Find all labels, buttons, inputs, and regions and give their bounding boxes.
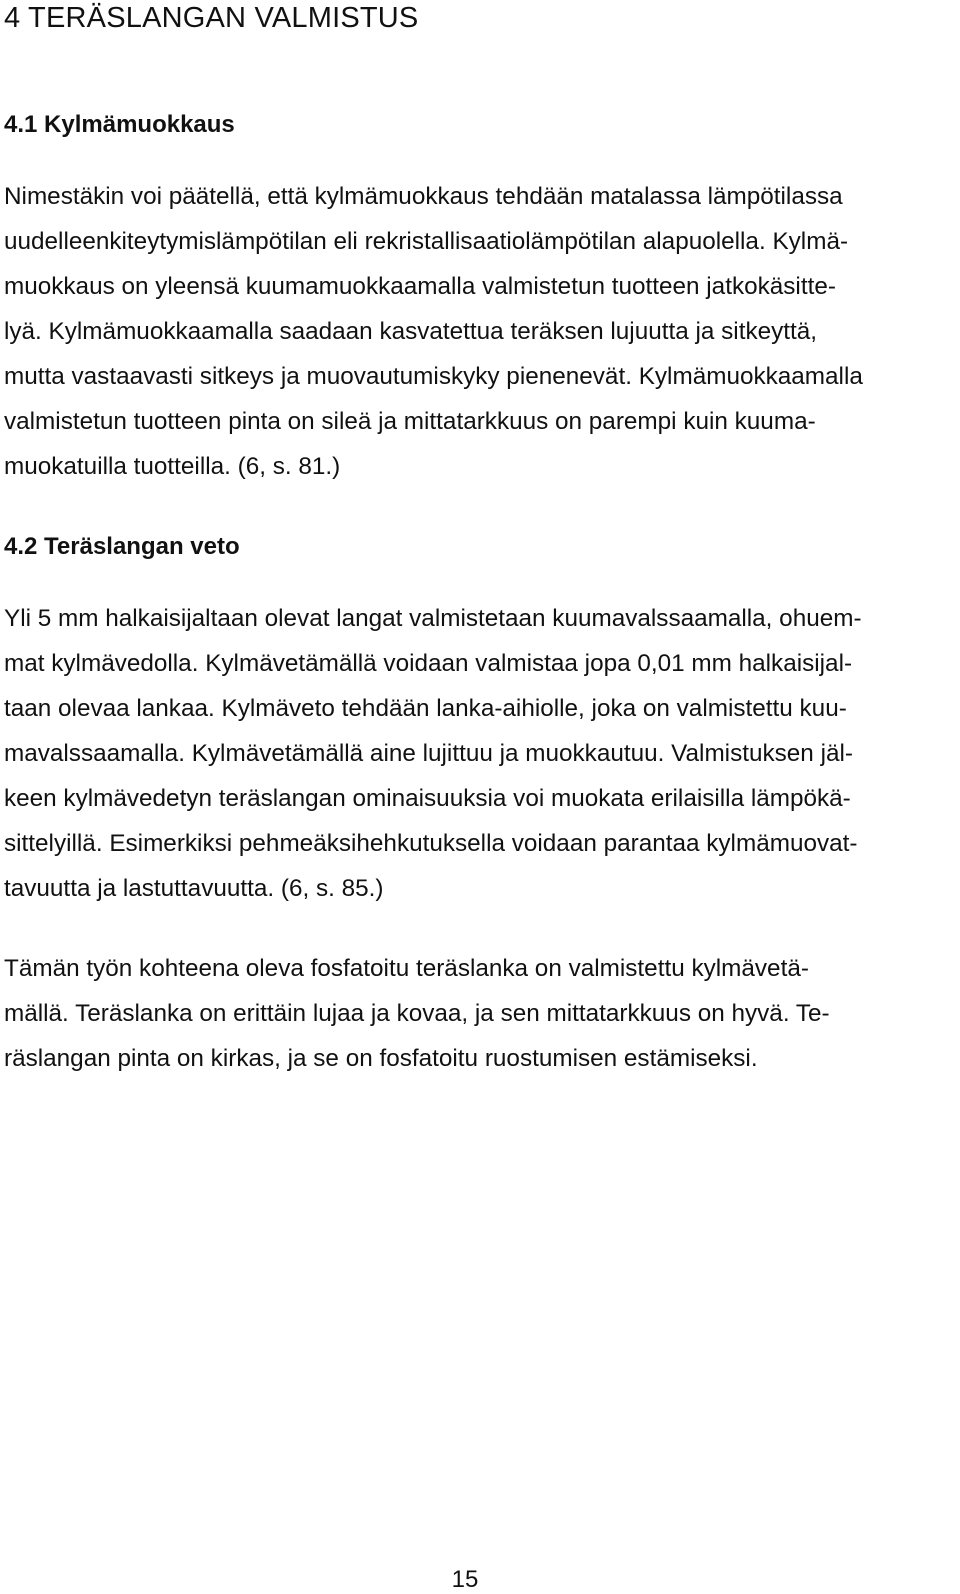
text-line: valmistetun tuotteen pinta on sileä ja mittatarkkuus on parempi kuin kuuma- (4, 408, 816, 435)
text-line: mavalssaamalla. Kylmävetämällä aine lujittuu ja muokkautuu. Valmistuksen jäl- (4, 740, 853, 767)
text-line: Yli 5 mm halkaisijaltaan olevat langat valmistetaan kuumavalssaamalla, ohuem- (4, 605, 862, 632)
text-line: muokatuilla tuotteilla. (6, s. 81.) (4, 453, 341, 480)
text-line: mutta vastaavasti sitkeys ja muovautumiskyky pienenevät. Kylmämuokkaamalla (4, 363, 863, 390)
text-line: Nimestäkin voi päätellä, että kylmämuokkaus tehdään matalassa lämpötilassa (4, 183, 843, 210)
text-line: sittelyillä. Esimerkiksi pehmeäksihehkutuksella voidaan parantaa kylmämuovat- (4, 830, 858, 857)
text-line: lyä. Kylmämuokkaamalla saadaan kasvatettua teräksen lujuutta ja sitkeyttä, (4, 318, 818, 345)
text-line: mällä. Teräslanka on erittäin lujaa ja kovaa, ja sen mittatarkkuus on hyvä. Te- (4, 1000, 830, 1027)
text-line: uudelleenkiteytymislämpötilan eli rekristallisaatiolämpötilan alapuolella. Kylmä- (4, 228, 849, 255)
page-number: 15 (451, 1566, 479, 1593)
chapter-title: 4 TERÄSLANGAN VALMISTUS (4, 2, 419, 34)
paragraph-kylmamuokkaus (4, 174, 863, 489)
text-line: mat kylmävedolla. Kylmävetämällä voidaan valmistaa jopa 0,01 mm halkaisijal- (4, 650, 853, 677)
text-line: taan olevaa lankaa. Kylmäveto tehdään lanka-aihiolle, joka on valmistettu kuu- (4, 695, 847, 722)
text-line: muokkaus on yleensä kuumamuokkaamalla valmistetun tuotteen jatkokäsitte- (4, 273, 836, 300)
section-title-kylmamuokkaus: 4.1 Kylmämuokkaus (4, 111, 235, 138)
text-line: keen kylmävedetyn teräslangan ominaisuuksia voi muokata erilaisilla lämpökä- (4, 785, 851, 812)
section-title-teraslangan-veto: 4.2 Teräslangan veto (4, 533, 240, 560)
text-line: räslangan pinta on kirkas, ja se on fosfatoitu ruostumisen estämiseksi. (4, 1045, 758, 1072)
paragraph-teraslangan-veto (4, 596, 862, 911)
text-line: Tämän työn kohteena oleva fosfatoitu teräslanka on valmistettu kylmävetä- (4, 955, 809, 982)
paragraph-fosfatoitu-teraslanka (4, 946, 830, 1081)
text-line: tavuutta ja lastuttavuutta. (6, s. 85.) (4, 875, 384, 902)
